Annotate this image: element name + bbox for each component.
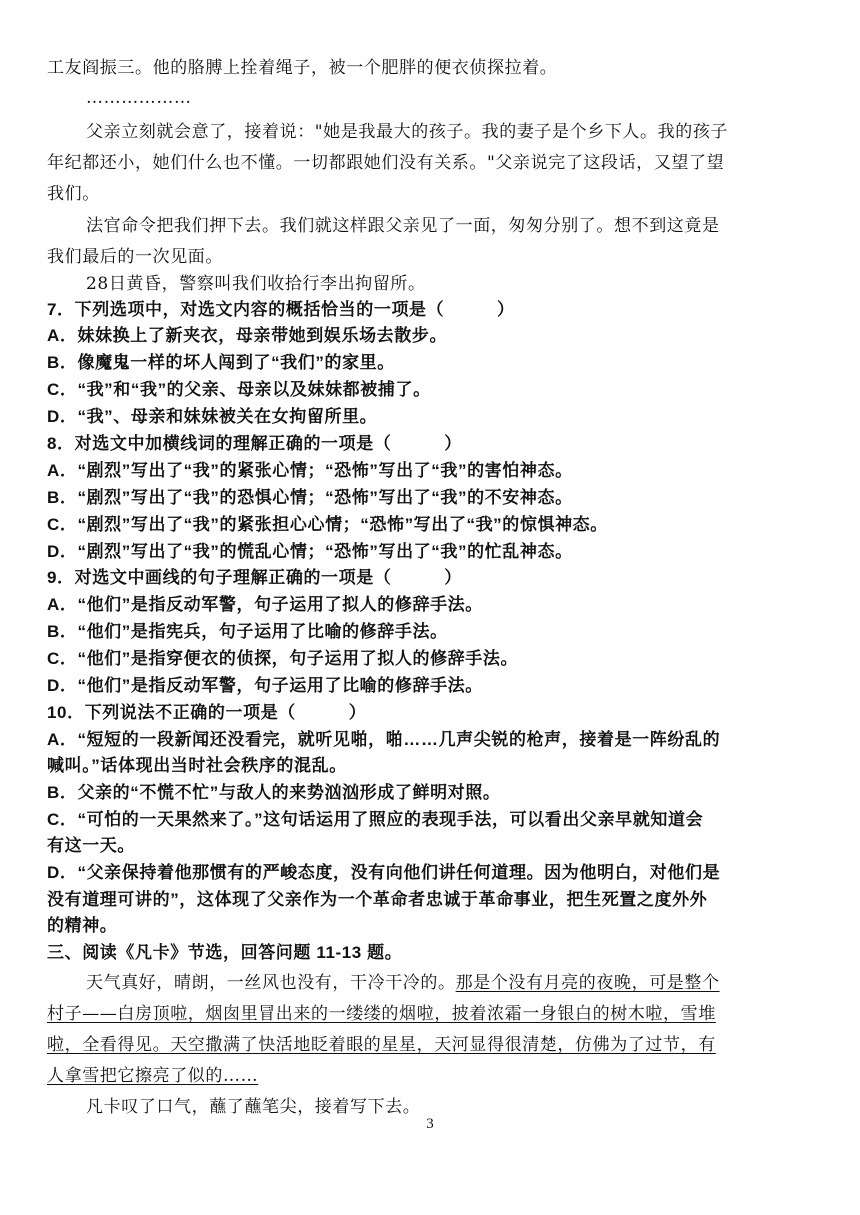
passage-line: 工友阎振三。他的胳膊上拴着绳子，被一个肥胖的便衣侦探拉着。 — [47, 58, 558, 78]
fanka-sentence-plain: 天气真好，晴朗，一丝风也没有，干冷干冷的。 — [86, 973, 456, 993]
fanka-underlined-sentence: 人拿雪把它擦亮了似的…… — [47, 1066, 259, 1086]
question-7-stem: 7．下列选项中，对选文内容的概括恰当的一项是（ ） — [47, 300, 515, 319]
question-8-option-a: A．“剧烈”写出了“我”的紧张心情；“恐怖”写出了“我”的害怕神态。 — [47, 461, 573, 480]
question-10-option-c: C．“可怕的一天果然来了。”这句话运用了照应的表现手法，可以看出父亲早就知道会 — [47, 810, 704, 829]
question-10-option-c-cont: 有这一天。 — [47, 836, 135, 855]
question-8-option-b: B．“剧烈”写出了“我”的恐惧心情；“恐怖”写出了“我”的不安神态。 — [47, 488, 573, 507]
fanka-underlined-sentence: 村子——白房顶啦，烟囱里冒出来的一缕缕的烟啦，披着浓霜一身银白的树木啦，雪堆 — [47, 1004, 716, 1024]
question-10-option-b: B．父亲的“不慌不忙”与敌人的来势汹汹形成了鲜明对照。 — [47, 783, 501, 802]
question-9-option-c: C．“他们”是指穿便衣的侦探，句子运用了拟人的修辞手法。 — [47, 649, 519, 668]
question-10-option-a: A．“短短的一段新闻还没看完，就听见啪，啪……几声尖锐的枪声，接着是一阵纷乱的 — [47, 730, 721, 749]
question-7-option-c: C．“我”和“我”的父亲、母亲以及妹妹都被捕了。 — [47, 380, 431, 399]
section-3-heading: 三、阅读《凡卡》节选，回答问题 11-13 题。 — [47, 943, 403, 962]
passage-line: 28日黄昏，警察叫我们收拾行李出拘留所。 — [86, 274, 426, 294]
question-7-option-b: B．像魔鬼一样的坏人闯到了“我们”的家里。 — [47, 353, 395, 372]
question-9-stem: 9．对选文中画线的句子理解正确的一项是（ ） — [47, 568, 462, 587]
passage-line: 法官命令把我们押下去。我们就这样跟父亲见了一面，匆匆分别了。想不到这竟是 — [86, 216, 720, 236]
fanka-passage-line: 凡卡叹了口气，蘸了蘸笔尖，接着写下去。 — [86, 1097, 421, 1117]
question-10-option-d-cont: 的精神。 — [47, 916, 118, 935]
question-9-option-b: B．“他们”是指宪兵，句子运用了比喻的修辞手法。 — [47, 622, 448, 641]
question-7-option-d: D．“我”、母亲和妹妹被关在女拘留所里。 — [47, 407, 378, 426]
passage-ellipsis: ……………… — [86, 88, 192, 108]
question-10-option-d-cont: 没有道理可讲的”，这体现了父亲作为一个革命者忠诚于革命事业，把生死置之度外外 — [47, 890, 708, 909]
fanka-underlined-sentence: 那是个没有月亮的夜晚，可是整个 — [455, 973, 720, 993]
passage-line: 年纪都还小，她们什么也不懂。一切都跟她们没有关系。"父亲说完了这段话，又望了望 — [47, 153, 725, 173]
question-8-option-d: D．“剧烈”写出了“我”的慌乱心情；“恐怖”写出了“我”的忙乱神态。 — [47, 542, 573, 561]
question-8-stem: 8．对选文中加横线词的理解正确的一项是（ ） — [47, 434, 462, 453]
question-10-option-d: D．“父亲保持着他那惯有的严峻态度，没有向他们讲任何道理。因为他明白，对他们是 — [47, 863, 721, 882]
question-9-option-a: A．“他们”是指反动军警，句子运用了拟人的修辞手法。 — [47, 595, 483, 614]
passage-line: 我们。 — [47, 184, 100, 204]
question-10-stem: 10．下列说法不正确的一项是（ ） — [47, 703, 367, 722]
question-7-option-a: A．妹妹换上了新夹衣，母亲带她到娱乐场去散步。 — [47, 326, 448, 345]
passage-line: 我们最后的一次见面。 — [47, 247, 223, 267]
passage-line: 父亲立刻就会意了，接着说："她是我最大的孩子。我的妻子是个乡下人。我的孩子 — [86, 122, 729, 142]
question-10-option-a-cont: 喊叫。”话体现出当时社会秩序的混乱。 — [47, 756, 347, 775]
page-number: 3 — [426, 1116, 434, 1132]
fanka-underlined-sentence: 啦，全看得见。天空撒满了快活地眨着眼的星星，天河显得很清楚，仿佛为了过节，有 — [47, 1035, 716, 1055]
question-8-option-c: C．“剧烈”写出了“我”的紧张担心心情；“恐怖”写出了“我”的惊惧神态。 — [47, 515, 608, 534]
fanka-passage-line — [86, 971, 816, 995]
question-9-option-d: D．“他们”是指反动军警，句子运用了比喻的修辞手法。 — [47, 676, 483, 695]
